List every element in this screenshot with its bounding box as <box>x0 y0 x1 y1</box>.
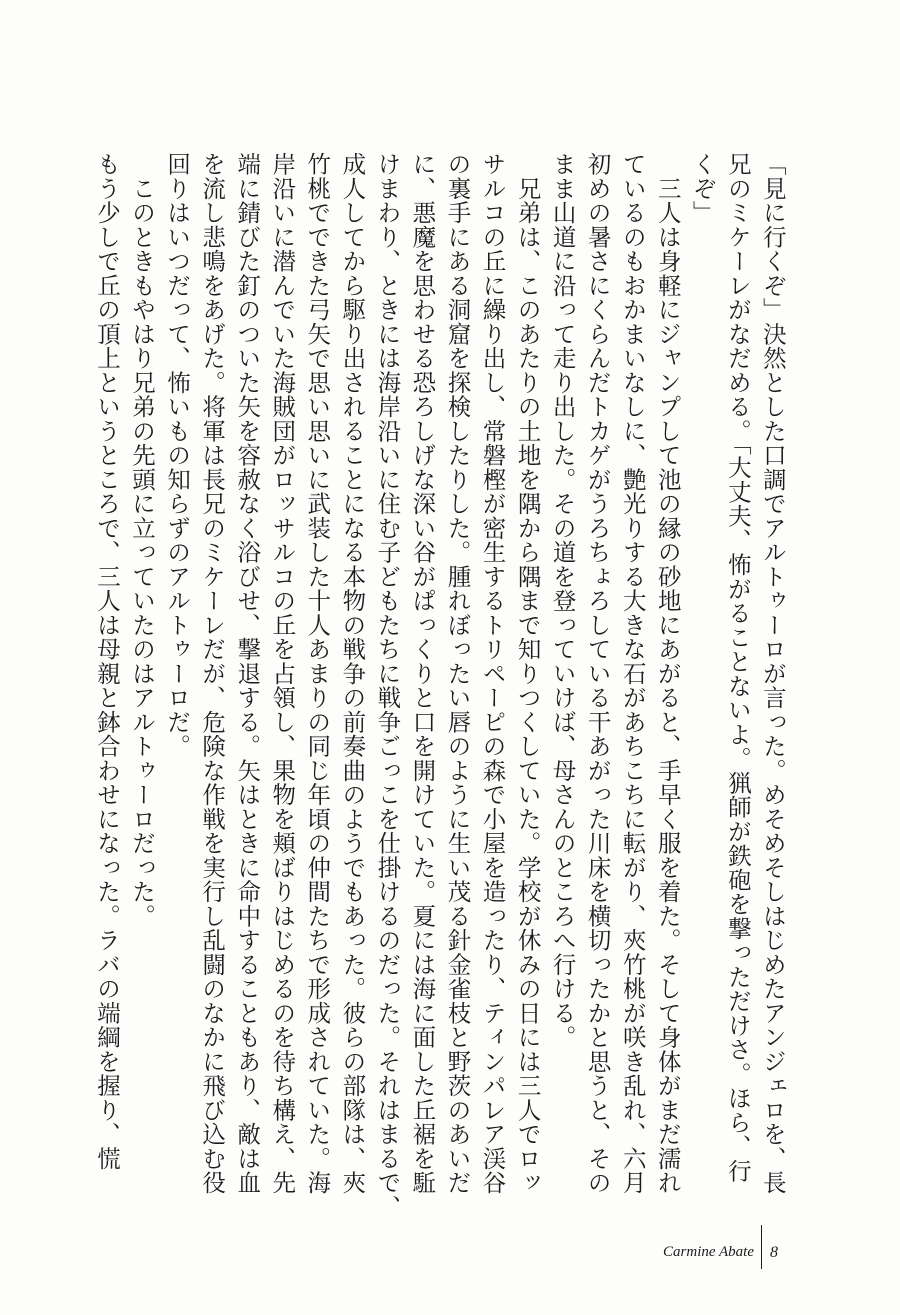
text-line: を流し悲鳴をあげた。将軍は長兄のミケーレだが、危険な作戦を実行し乱闘のなかに飛び込む役 <box>198 152 227 1195</box>
text-line: 兄弟は、このあたりの土地を隅から隅まで知りつくしていた。学校が休みの日には三人でロッ <box>513 152 542 1195</box>
text-line: 兄のミケーレがなだめる。「大丈夫、怖がることないよ。猟師が鉄砲を撃っただけさ。ほら、行 <box>723 152 752 1183</box>
text-line: けまわり、ときには海岸沿いに住む子どもたちに戦争ごっこを仕掛けるのだった。それはまるで、 <box>373 152 402 1219</box>
page-number: 8 <box>770 1244 778 1261</box>
text-line: もう少しで丘の頂上というところで、三人は母親と鉢合わせになった。ラバの端綱を握り、慌 <box>93 152 121 1171</box>
page-footer <box>0 1230 900 1270</box>
text-line: の裏手にある洞窟を探検したりした。腫れぼったい唇のように生い茂る針金雀枝と野茨のあいだ <box>443 152 472 1195</box>
text-line: 初めの暑さにくらんだトカゲがうろちょろしている干あがった川床を横切ったかと思うと、その <box>583 152 612 1195</box>
footer-divider <box>761 1225 762 1269</box>
running-footer-author: Carmine Abate <box>663 1244 754 1260</box>
body-text <box>92 152 787 1219</box>
text-line: 「見に行くぞ」決然とした口調でアルトゥーロが言った。めそめそしはじめたアンジェロを、長 <box>758 152 787 1195</box>
text-line: くぞ」 <box>688 152 717 225</box>
text-line: 岸沿いに潜んでいた海賊団がロッサルコの丘を占領し、果物を頬ばりはじめるのを待ち構え、先 <box>268 152 297 1195</box>
text-line: 三人は身軽にジャンプして池の縁の砂地にあがると、手早く服を着た。そして身体がまだ濡れ <box>653 152 682 1195</box>
text-line: まま山道に沿って走り出した。その道を登っていけば、母さんのところへ行ける。 <box>548 152 577 1050</box>
text-line: に、悪魔を思わせる恐ろしげな深い谷がぱっくりと口を開けていた。夏には海に面した丘裾を駈 <box>408 152 437 1195</box>
text-line: このときもやはり兄弟の先頭に立っていたのはアルトゥーロだった。 <box>128 152 157 928</box>
text-line: 成人してから駆り出されることになる本物の戦争の前奏曲のようでもあった。彼らの部隊は、夾 <box>338 152 367 1195</box>
text-line: 竹桃でできた弓矢で思い思いに武装した十人あまりの同じ年頃の仲間たちで形成されていた。海 <box>303 152 332 1195</box>
text-line: 回りはいつだって、怖いもの知らずのアルトゥーロだ。 <box>163 152 192 759</box>
text-line: 端に錆びた釘のついた矢を容赦なく浴びせ、撃退する。矢はときに命中することもあり、敵は血 <box>233 152 262 1195</box>
text-line: ているのもおかまいなしに、艶光りする大きな石があちこちに転がり、夾竹桃が咲き乱れ、六月 <box>618 152 647 1195</box>
text-line: サルコの丘に繰り出し、常磐樫が密生するトリペーピの森で小屋を造ったり、ティンパレア渓谷 <box>478 152 507 1195</box>
